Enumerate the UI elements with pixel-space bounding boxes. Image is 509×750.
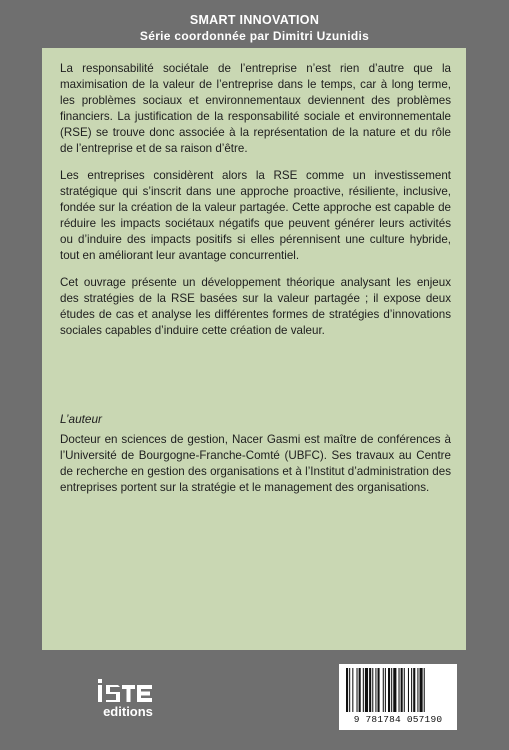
- publisher-logo: [96, 676, 160, 720]
- blurb-paragraph: Les entreprises considèrent alors la RSE comme un investissement stratégique qui s’inscrit dans une approche proactive, résiliente, inclusive, fondée sur la création de la valeur partagée. Cette approche est capable de réduire les impacts sociétaux négatifs que peuvent générer leurs activités ou d’induire des impacts positifs si elles pérennisent une culture hybride, tout en améliorant leur avantage concurrentiel.: [60, 169, 451, 262]
- barcode-bar: [383, 668, 384, 712]
- blurb-paragraph: Cet ouvrage présente un développement théorique analysant les enjeux des stratégies de la RSE basées sur la valeur partagée ; il expose deux études de cas et analyse les différentes formes de stratégies d’innovations sociales capables d’induire cette création de valeur.: [60, 276, 451, 337]
- iste-logo-graphic: [96, 676, 160, 720]
- barcode-bar: [404, 668, 405, 712]
- barcode-bar: [359, 668, 361, 712]
- barcode-bar: [378, 668, 380, 712]
- series-header: [0, 12, 509, 44]
- barcode-bar: [401, 668, 403, 712]
- isbn-barcode: [339, 664, 457, 730]
- barcode-bar: [413, 668, 415, 712]
- barcode-bar: [420, 668, 423, 712]
- barcode-bar: [375, 668, 376, 712]
- barcode-bar: [357, 668, 358, 712]
- barcode-bar: [352, 668, 353, 712]
- blurb: [60, 61, 451, 350]
- author-heading: L’auteur: [60, 412, 102, 426]
- barcode-bar: [349, 668, 350, 712]
- barcode-bar: [393, 668, 396, 712]
- barcode-bar: [388, 668, 390, 712]
- barcode-bars: [346, 668, 450, 712]
- barcode-bar: [399, 668, 400, 712]
- barcode-bar: [346, 668, 348, 712]
- logo-editions-text: editions: [103, 704, 153, 719]
- series-subtitle: Série coordonnée par Dimitri Uzunidis: [139, 29, 370, 43]
- barcode-bar: [385, 668, 386, 712]
- barcode-bar: [363, 668, 364, 712]
- barcode-bar: [424, 668, 425, 712]
- barcode-bar: [391, 668, 392, 712]
- barcode-bar: [369, 668, 371, 712]
- author-bio: Docteur en sciences de gestion, Nacer Gasmi est maître de conférences à l’Université de Bourgogne-Franche-Comté (UBFC). Ses travaux au Centre de recherche en gestion des organisations et à l’Institut d’administration des entreprises portent sur la stratégie et le management des organisations.: [60, 433, 451, 494]
- blurb-paragraph: La responsabilité sociétale de l’entreprise n’est rien d’autre que la maximisation de la valeur de l’entreprise dans le temps, car à long terme, les problèmes sociaux et environnementaux deviennent des problèmes financiers. La justification de la responsabilité sociale et environnementale (RSE) se trouve donc associée à la représentation de la nature et du rôle de l’entreprise et de sa raison d’être.: [60, 62, 451, 155]
- barcode-bar: [408, 668, 409, 712]
- series-title: SMART INNOVATION: [189, 13, 320, 27]
- barcode-bar: [411, 668, 412, 712]
- barcode-bar: [372, 668, 373, 712]
- isbn-digits: 9 781784 057190: [353, 714, 443, 725]
- barcode-bar: [417, 668, 418, 712]
- barcode-bar: [365, 668, 368, 712]
